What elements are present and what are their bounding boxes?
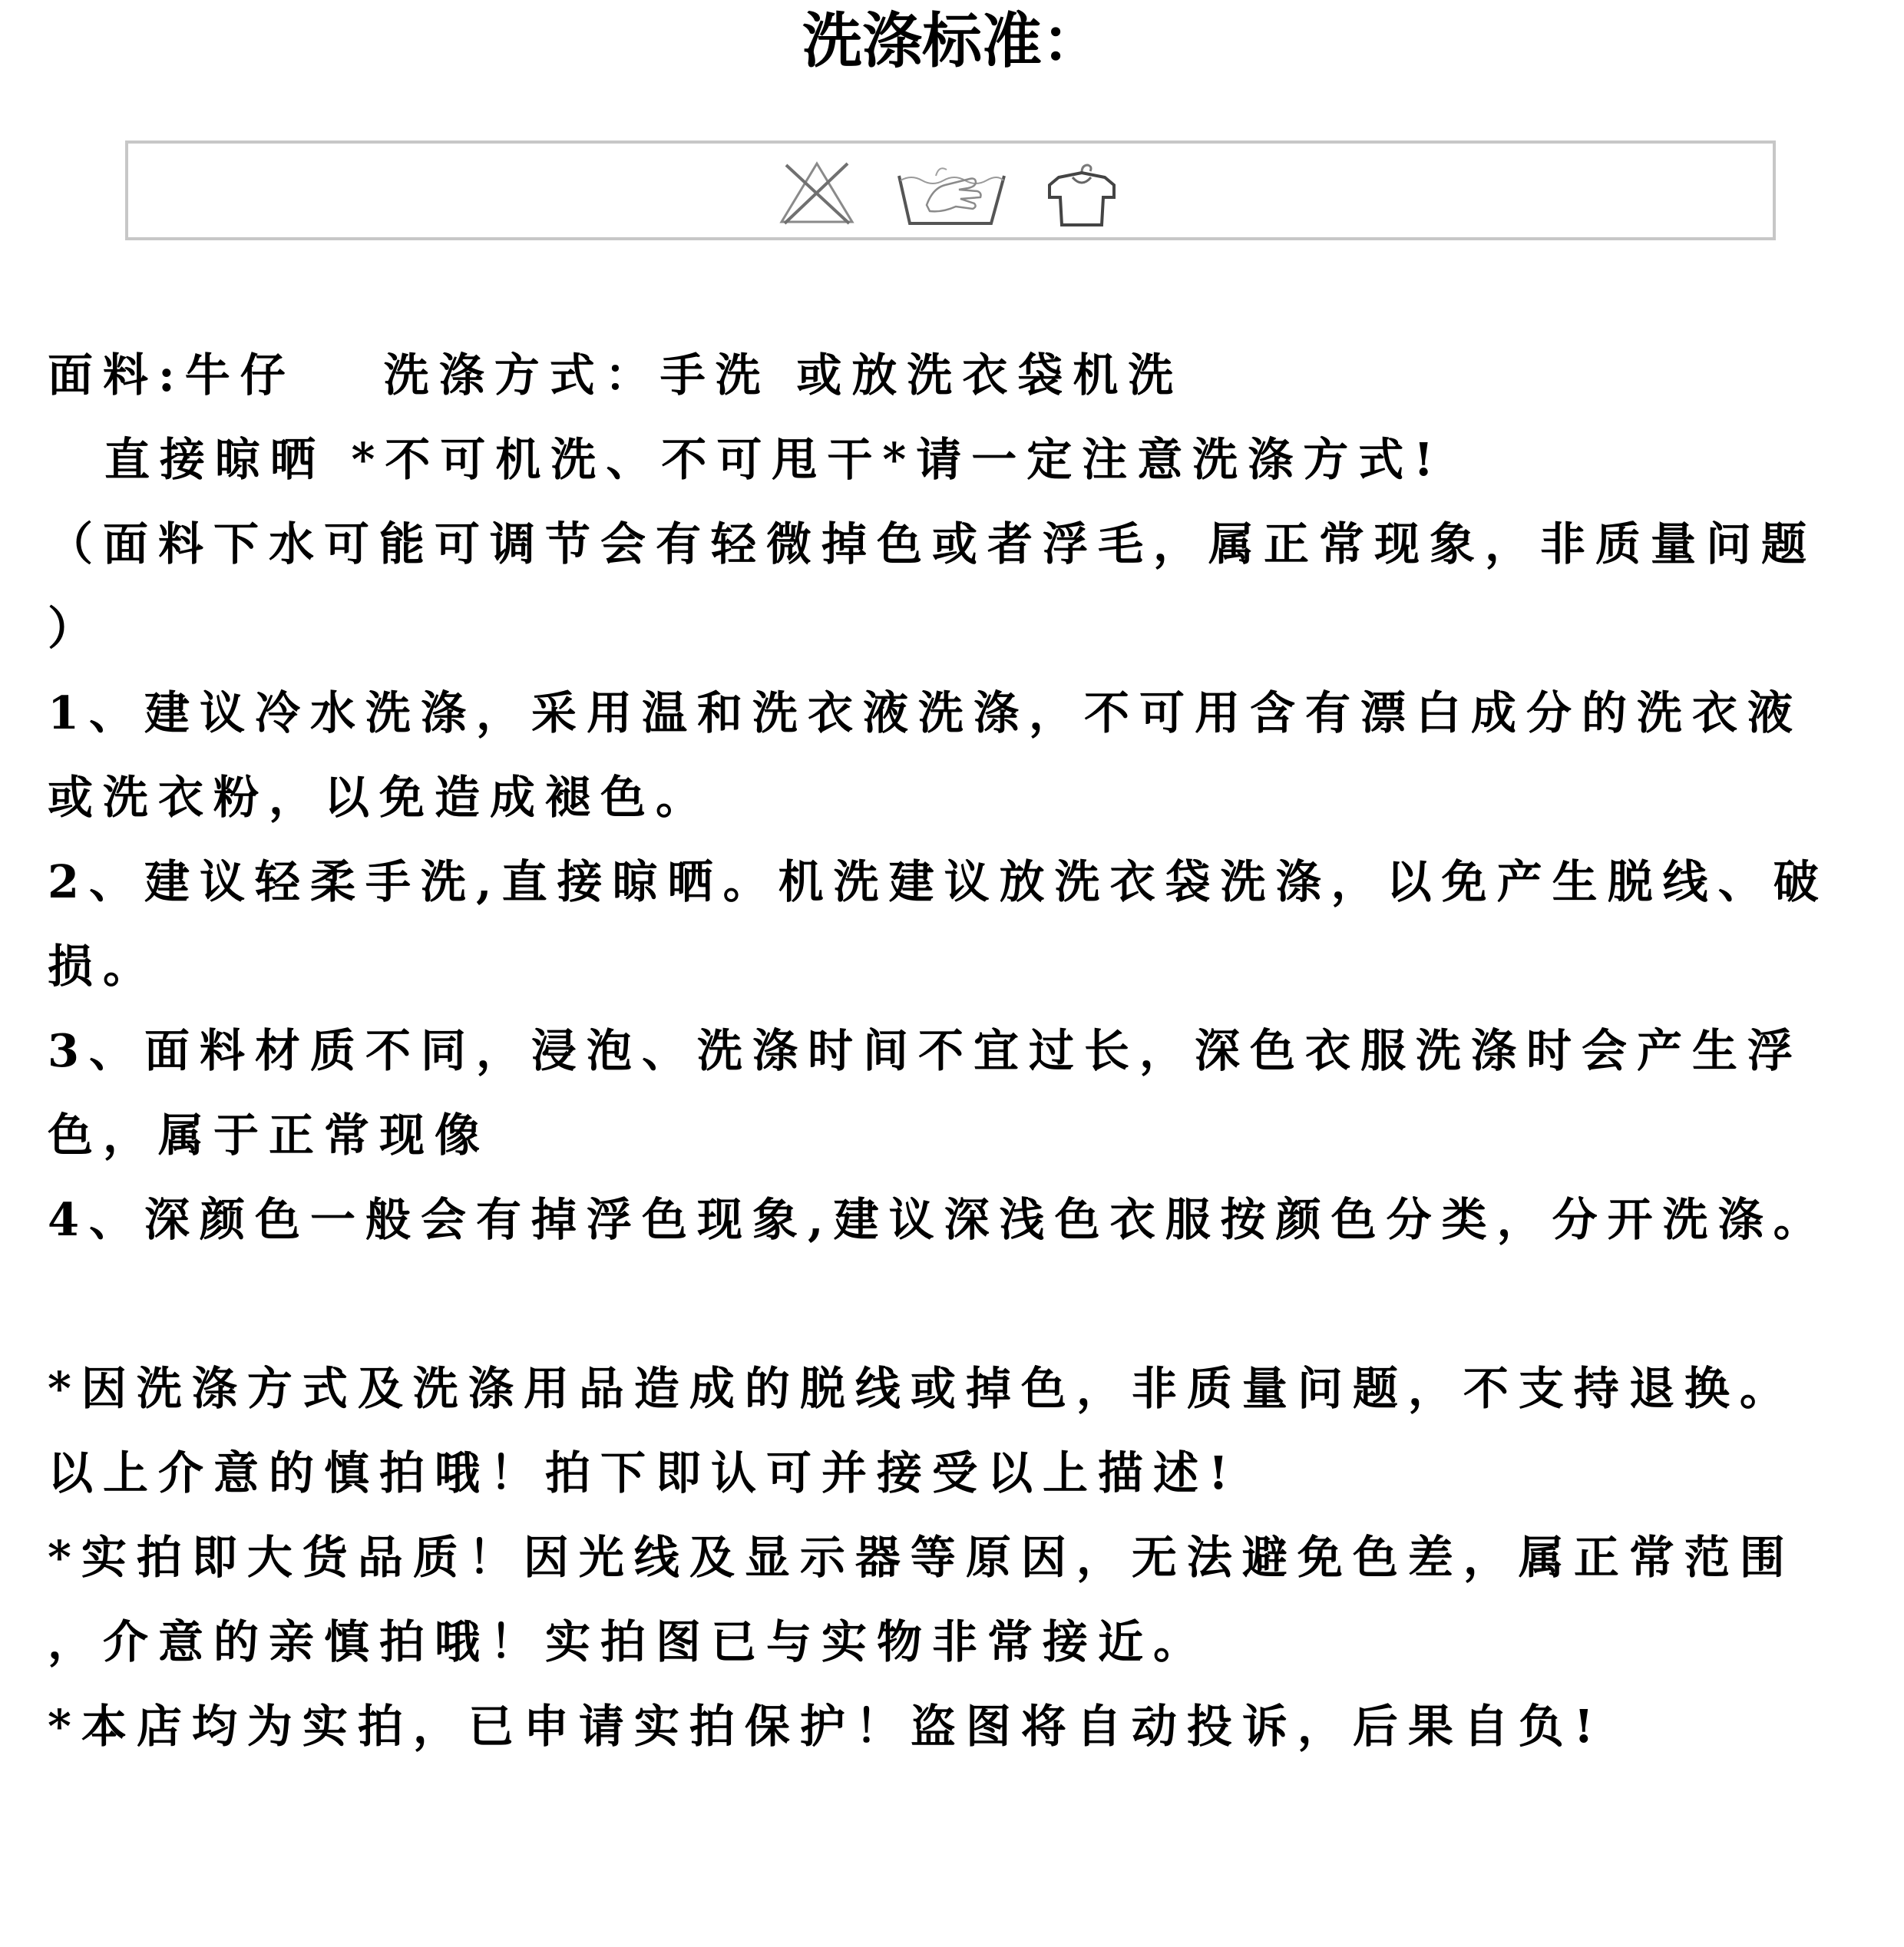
do-not-bleach-icon	[778, 159, 855, 226]
hand-wash-icon	[896, 159, 1007, 228]
section-gap	[48, 1262, 1875, 1347]
notice-line-4: ，介意的亲慎拍哦！实拍图已与实物非常接近。	[48, 1615, 1209, 1668]
washing-instructions	[48, 333, 1875, 1769]
notice-line-5: *本店均为实拍，已申请实拍保护！盗图将自动投诉，后果自负!	[48, 1700, 1604, 1753]
care-symbols-box	[125, 140, 1776, 240]
notice-line-1: *因洗涤方式及洗涤用品造成的脱线或掉色，非质量问题，不支持退换。	[48, 1362, 1795, 1415]
instruction-1-line-2: 或洗衣粉，以免造成褪色。	[48, 771, 712, 824]
fabric-and-method-line	[48, 333, 1875, 418]
hang-dry-icon	[1043, 159, 1120, 228]
instruction-3-line-1: 3、面料材质不同，浸泡、洗涤时间不宜过长，深色衣服洗涤时会产生浮	[48, 1024, 1803, 1077]
page-title: 洗涤标准：	[802, 7, 1102, 76]
instruction-3-line-2: 色，属于正常现像	[48, 1109, 491, 1162]
dry-note: 直接晾晒 *不可机洗、不可甩干*请一定注意洗涤方式!	[104, 433, 1444, 486]
instruction-2-line-1: 2、建议轻柔手洗,直接晾晒。机洗建议放洗衣袋洗涤，以免产生脱线、破	[48, 855, 1829, 908]
instruction-4-line-1: 4、深颜色一般会有掉浮色现象,建议深浅色衣服按颜色分类，分开洗涤。	[48, 1193, 1829, 1246]
fabric-note-line-1: （面料下水可能可调节会有轻微掉色或者浮毛，属正常现象，非质量问题	[48, 517, 1817, 570]
notice-line-3: *实拍即大货品质！因光线及显示器等原因，无法避免色差，属正常范围	[48, 1531, 1795, 1584]
fabric-text: 面料:牛仔	[48, 349, 296, 402]
instruction-2-line-2: 损。	[48, 940, 159, 993]
notice-line-2: 以上介意的慎拍哦！拍下即认可并接受以上描述!	[48, 1446, 1238, 1499]
instruction-1-line-1: 1、建议冷水洗涤，采用温和洗衣液洗涤，不可用含有漂白成分的洗衣液	[48, 686, 1803, 739]
fabric-note-line-2: ）	[48, 602, 104, 655]
wash-method-text: 洗涤方式：手洗 或放洗衣袋机洗	[383, 349, 1184, 402]
